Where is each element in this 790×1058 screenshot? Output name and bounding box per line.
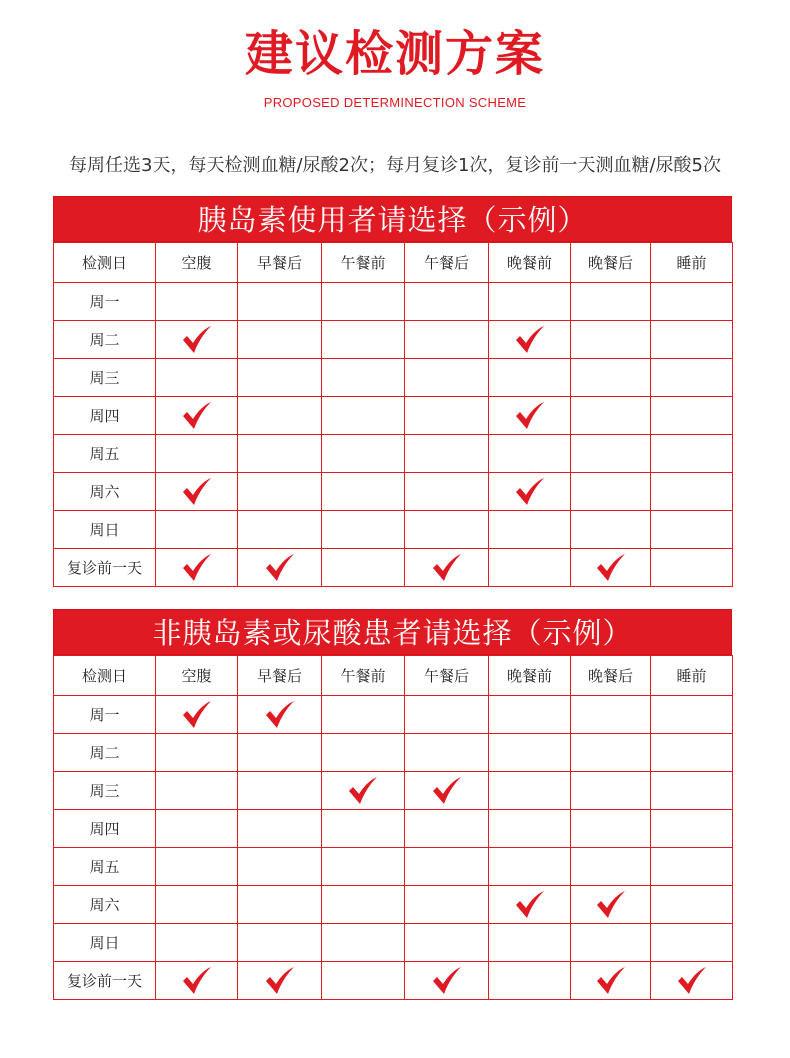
schedule-cell <box>322 511 405 549</box>
schedule-cell <box>322 696 405 734</box>
column-header: 晚餐后 <box>571 656 651 696</box>
schedule-cell <box>651 511 733 549</box>
schedule-cell <box>156 924 238 962</box>
schedule-cell <box>571 848 651 886</box>
schedule-cell <box>405 397 489 435</box>
schedule-cell <box>238 321 322 359</box>
schedule-cell <box>322 359 405 397</box>
column-header: 检测日 <box>54 656 156 696</box>
table-row <box>54 734 733 772</box>
column-header: 早餐后 <box>238 243 322 283</box>
table-row <box>54 810 733 848</box>
schedule-cell <box>651 696 733 734</box>
schedule-cell <box>238 734 322 772</box>
schedule-cell <box>405 886 489 924</box>
schedule-cell <box>156 359 238 397</box>
schedule-cell <box>405 511 489 549</box>
schedule-cell <box>238 283 322 321</box>
schedule-cell <box>651 283 733 321</box>
day-label: 周四 <box>54 810 156 848</box>
schedule-cell <box>238 549 322 587</box>
section-title: 胰岛素使用者请选择（示例） <box>53 196 732 242</box>
table-header-row <box>54 243 733 283</box>
schedule-cell <box>405 435 489 473</box>
day-label: 周二 <box>54 321 156 359</box>
schedule-cell <box>322 848 405 886</box>
schedule-cell <box>651 435 733 473</box>
checkmark-icon <box>514 325 546 355</box>
table-row <box>54 772 733 810</box>
schedule-cell <box>156 962 238 1000</box>
schedule-cell <box>322 283 405 321</box>
schedule-cell <box>489 886 571 924</box>
schedule-cell <box>156 473 238 511</box>
schedule-cell <box>571 810 651 848</box>
schedule-cell <box>489 810 571 848</box>
schedule-cell <box>651 549 733 587</box>
checkmark-icon <box>431 966 463 996</box>
schedule-cell <box>156 321 238 359</box>
schedule-cell <box>489 772 571 810</box>
table-row <box>54 321 733 359</box>
day-label: 周三 <box>54 772 156 810</box>
schedule-cell <box>238 962 322 1000</box>
schedule-cell <box>405 696 489 734</box>
checkmark-icon <box>514 477 546 507</box>
checkmark-icon <box>595 553 627 583</box>
schedule-cell <box>322 810 405 848</box>
schedule-cell <box>405 772 489 810</box>
checkmark-icon <box>595 966 627 996</box>
checkmark-icon <box>181 401 213 431</box>
schedule-cell <box>571 696 651 734</box>
schedule-cell <box>322 734 405 772</box>
table-row <box>54 696 733 734</box>
schedule-cell <box>238 848 322 886</box>
schedule-cell <box>405 283 489 321</box>
day-label: 周一 <box>54 696 156 734</box>
schedule-cell <box>571 511 651 549</box>
column-header: 睡前 <box>651 656 733 696</box>
schedule-cell <box>322 435 405 473</box>
schedule-cell <box>238 435 322 473</box>
schedule-cell <box>322 772 405 810</box>
checkmark-icon <box>264 966 296 996</box>
schedule-cell <box>651 810 733 848</box>
table-row <box>54 886 733 924</box>
schedule-cell <box>489 511 571 549</box>
schedule-cell <box>651 962 733 1000</box>
table-row <box>54 397 733 435</box>
schedule-cell <box>238 810 322 848</box>
checkmark-icon <box>264 700 296 730</box>
checkmark-icon <box>181 325 213 355</box>
schedule-cell <box>651 924 733 962</box>
schedule-cell <box>489 359 571 397</box>
schedule-cell <box>571 924 651 962</box>
schedule-cell <box>489 549 571 587</box>
schedule-cell <box>651 848 733 886</box>
schedule-cell <box>651 321 733 359</box>
page-title: 建议检测方案 <box>244 26 545 82</box>
instruction-text: 每周任选3天，每天检测血糖/尿酸2次；每月复诊1次，复诊前一天测血糖/尿酸5次 <box>69 155 721 176</box>
column-header: 午餐后 <box>405 243 489 283</box>
checkmark-icon <box>514 401 546 431</box>
checkmark-icon <box>676 966 708 996</box>
schedule-cell <box>405 549 489 587</box>
schedule-cell <box>238 511 322 549</box>
schedule-cell <box>156 435 238 473</box>
day-label: 周四 <box>54 397 156 435</box>
schedule-cell <box>489 397 571 435</box>
page-subtitle: PROPOSED DETERMINECTION SCHEME <box>263 95 527 110</box>
column-header: 午餐前 <box>322 656 405 696</box>
schedule-cell <box>156 397 238 435</box>
schedule-cell <box>405 810 489 848</box>
checkmark-icon <box>431 553 463 583</box>
day-label: 周二 <box>54 734 156 772</box>
schedule-cell <box>489 734 571 772</box>
schedule-cell <box>489 321 571 359</box>
schedule-cell <box>651 359 733 397</box>
checkmark-icon <box>264 553 296 583</box>
column-header: 午餐后 <box>405 656 489 696</box>
column-header: 睡前 <box>651 243 733 283</box>
schedule-cell <box>489 283 571 321</box>
day-label: 复诊前一天 <box>54 962 156 1000</box>
schedule-cell <box>489 473 571 511</box>
insulin-user-section <box>53 196 732 587</box>
schedule-cell <box>489 696 571 734</box>
schedule-cell <box>651 772 733 810</box>
schedule-cell <box>571 962 651 1000</box>
schedule-cell <box>156 810 238 848</box>
schedule-cell <box>405 359 489 397</box>
table-row <box>54 359 733 397</box>
checkmark-icon <box>181 966 213 996</box>
schedule-cell <box>651 886 733 924</box>
schedule-cell <box>571 886 651 924</box>
schedule-cell <box>322 397 405 435</box>
schedule-table <box>53 655 733 1000</box>
schedule-cell <box>489 848 571 886</box>
table-row <box>54 549 733 587</box>
table-header-row <box>54 656 733 696</box>
checkmark-icon <box>514 890 546 920</box>
checkmark-icon <box>431 776 463 806</box>
schedule-cell <box>489 924 571 962</box>
schedule-cell <box>156 549 238 587</box>
schedule-cell <box>238 772 322 810</box>
schedule-cell <box>238 359 322 397</box>
section-title: 非胰岛素或尿酸患者请选择（示例） <box>53 609 732 655</box>
schedule-cell <box>238 696 322 734</box>
schedule-cell <box>405 473 489 511</box>
schedule-cell <box>571 473 651 511</box>
table-row <box>54 924 733 962</box>
schedule-cell <box>571 734 651 772</box>
schedule-cell <box>238 886 322 924</box>
table-row <box>54 848 733 886</box>
schedule-cell <box>322 924 405 962</box>
schedule-cell <box>571 435 651 473</box>
schedule-cell <box>156 696 238 734</box>
checkmark-icon <box>181 553 213 583</box>
schedule-cell <box>405 848 489 886</box>
column-header: 午餐前 <box>322 243 405 283</box>
schedule-cell <box>322 886 405 924</box>
schedule-cell <box>156 283 238 321</box>
day-label: 周五 <box>54 435 156 473</box>
schedule-cell <box>489 435 571 473</box>
checkmark-icon <box>181 700 213 730</box>
schedule-cell <box>322 473 405 511</box>
day-label: 周六 <box>54 473 156 511</box>
column-header: 检测日 <box>54 243 156 283</box>
schedule-cell <box>156 511 238 549</box>
schedule-cell <box>651 734 733 772</box>
schedule-table <box>53 242 733 587</box>
schedule-cell <box>405 962 489 1000</box>
schedule-cell <box>405 924 489 962</box>
schedule-cell <box>651 397 733 435</box>
column-header: 空腹 <box>156 243 238 283</box>
schedule-cell <box>405 734 489 772</box>
day-label: 周六 <box>54 886 156 924</box>
table-row <box>54 511 733 549</box>
column-header: 晚餐后 <box>571 243 651 283</box>
column-header: 早餐后 <box>238 656 322 696</box>
schedule-cell <box>322 962 405 1000</box>
schedule-cell <box>489 962 571 1000</box>
schedule-cell <box>156 886 238 924</box>
checkmark-icon <box>347 776 379 806</box>
schedule-cell <box>405 321 489 359</box>
day-label: 周日 <box>54 924 156 962</box>
schedule-cell <box>571 359 651 397</box>
schedule-cell <box>571 549 651 587</box>
schedule-cell <box>238 924 322 962</box>
schedule-cell <box>571 321 651 359</box>
table-row <box>54 283 733 321</box>
schedule-cell <box>238 473 322 511</box>
table-row <box>54 473 733 511</box>
schedule-cell <box>571 397 651 435</box>
day-label: 周五 <box>54 848 156 886</box>
day-label: 周三 <box>54 359 156 397</box>
column-header: 晚餐前 <box>489 656 571 696</box>
day-label: 复诊前一天 <box>54 549 156 587</box>
schedule-cell <box>571 283 651 321</box>
schedule-cell <box>156 772 238 810</box>
schedule-cell <box>156 734 238 772</box>
table-row <box>54 962 733 1000</box>
checkmark-icon <box>595 890 627 920</box>
schedule-cell <box>651 473 733 511</box>
checkmark-icon <box>181 477 213 507</box>
non-insulin-section <box>53 609 732 1000</box>
schedule-cell <box>156 848 238 886</box>
day-label: 周日 <box>54 511 156 549</box>
schedule-cell <box>571 772 651 810</box>
column-header: 晚餐前 <box>489 243 571 283</box>
schedule-cell <box>322 321 405 359</box>
column-header: 空腹 <box>156 656 238 696</box>
schedule-cell <box>238 397 322 435</box>
table-row <box>54 435 733 473</box>
day-label: 周一 <box>54 283 156 321</box>
schedule-cell <box>322 549 405 587</box>
